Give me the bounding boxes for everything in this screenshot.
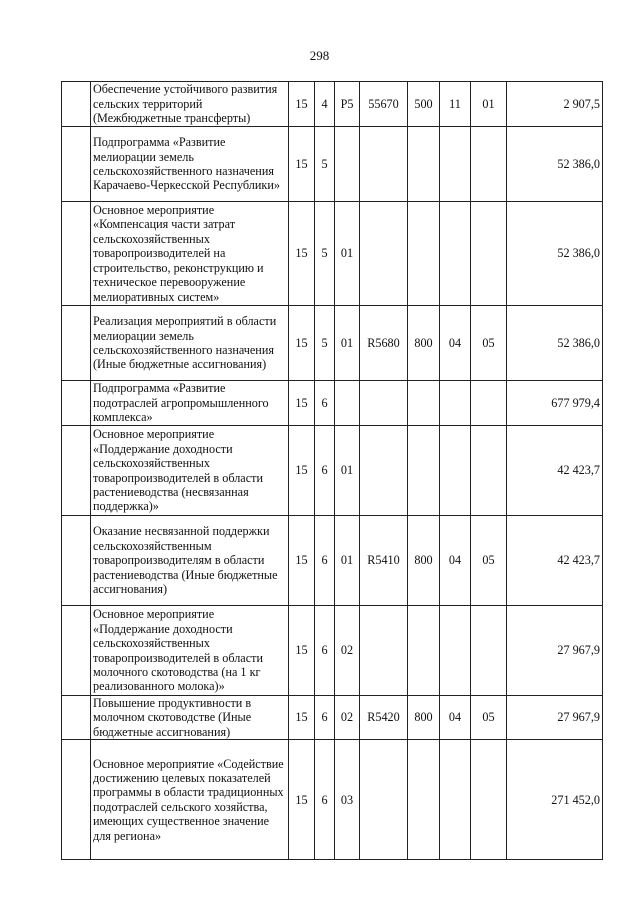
table-row bbox=[62, 306, 603, 381]
cell-section: 04 bbox=[440, 696, 471, 740]
cell-expense-type bbox=[408, 381, 440, 426]
cell-number bbox=[62, 127, 91, 202]
cell-ministry-code: 15 bbox=[289, 740, 315, 860]
cell-activity-code: 01 bbox=[335, 426, 360, 516]
cell-ministry-code: 15 bbox=[289, 381, 315, 426]
cell-ministry-code: 15 bbox=[289, 696, 315, 740]
cell-expense-type bbox=[408, 202, 440, 306]
cell-subsection: 05 bbox=[471, 696, 507, 740]
cell-ministry-code: 15 bbox=[289, 202, 315, 306]
cell-amount: 42 423,7 bbox=[507, 426, 603, 516]
cell-direction-code bbox=[360, 426, 408, 516]
cell-subprogram-code: 5 bbox=[315, 202, 335, 306]
cell-name: Основное мероприятие «Поддержание доходности сельскохозяйственных товаропроизводителей в области молочного скотоводства (на 1 кг реализованного молока)» bbox=[91, 606, 289, 696]
budget-table bbox=[61, 81, 603, 860]
cell-activity-code: 02 bbox=[335, 606, 360, 696]
cell-number bbox=[62, 381, 91, 426]
cell-section bbox=[440, 606, 471, 696]
cell-name: Реализация мероприятий в области мелиорации земель сельскохозяйственного назначения (Иные бюджетные ассигнования) bbox=[91, 306, 289, 381]
cell-direction-code bbox=[360, 127, 408, 202]
cell-number bbox=[62, 426, 91, 516]
cell-number bbox=[62, 516, 91, 606]
cell-subprogram-code: 4 bbox=[315, 82, 335, 127]
cell-expense-type: 800 bbox=[408, 516, 440, 606]
cell-ministry-code: 15 bbox=[289, 82, 315, 127]
cell-ministry-code: 15 bbox=[289, 516, 315, 606]
cell-activity-code: 01 bbox=[335, 306, 360, 381]
cell-name: Основное мероприятие «Содействие достижению целевых показателей программы в области традиционных подотраслей сельского хозяйства, имеющих существенное значение для региона» bbox=[91, 740, 289, 860]
cell-activity-code: 01 bbox=[335, 516, 360, 606]
cell-section: 04 bbox=[440, 306, 471, 381]
cell-name: Обеспечение устойчивого развития сельских территорий (Межбюджетные трансферты) bbox=[91, 82, 289, 127]
cell-name: Оказание несвязанной поддержки сельскохозяйственным товаропроизводителям в области растениеводства (Иные бюджетные ассигнования) bbox=[91, 516, 289, 606]
cell-amount: 42 423,7 bbox=[507, 516, 603, 606]
cell-subsection bbox=[471, 381, 507, 426]
cell-activity-code: 02 bbox=[335, 696, 360, 740]
cell-subprogram-code: 6 bbox=[315, 606, 335, 696]
cell-ministry-code: 15 bbox=[289, 606, 315, 696]
cell-amount: 271 452,0 bbox=[507, 740, 603, 860]
cell-ministry-code: 15 bbox=[289, 426, 315, 516]
table-row bbox=[62, 426, 603, 516]
cell-direction-code: R5410 bbox=[360, 516, 408, 606]
cell-direction-code: R5420 bbox=[360, 696, 408, 740]
cell-section bbox=[440, 740, 471, 860]
cell-direction-code bbox=[360, 381, 408, 426]
cell-expense-type bbox=[408, 426, 440, 516]
cell-activity-code: 01 bbox=[335, 202, 360, 306]
cell-subsection bbox=[471, 202, 507, 306]
cell-expense-type: 500 bbox=[408, 82, 440, 127]
cell-activity-code bbox=[335, 127, 360, 202]
cell-section bbox=[440, 202, 471, 306]
cell-subprogram-code: 6 bbox=[315, 426, 335, 516]
cell-name: Основное мероприятие «Компенсация части затрат сельскохозяйственных товаропроизводителей на строительство, реконструкцию и техническое перевооружение мелиоративных систем» bbox=[91, 202, 289, 306]
cell-number bbox=[62, 82, 91, 127]
cell-number bbox=[62, 696, 91, 740]
cell-amount: 2 907,5 bbox=[507, 82, 603, 127]
cell-subsection: 05 bbox=[471, 306, 507, 381]
table-row bbox=[62, 127, 603, 202]
cell-number bbox=[62, 740, 91, 860]
page-number: 298 bbox=[309, 48, 330, 63]
cell-name: Подпрограмма «Развитие мелиорации земель сельскохозяйственного назначения Карачаево-Черкесской Республики» bbox=[91, 127, 289, 202]
cell-name: Повышение продуктивности в молочном скотоводстве (Иные бюджетные ассигнования) bbox=[91, 696, 289, 740]
table-row bbox=[62, 606, 603, 696]
cell-expense-type bbox=[408, 127, 440, 202]
cell-direction-code bbox=[360, 202, 408, 306]
cell-number bbox=[62, 202, 91, 306]
cell-section bbox=[440, 381, 471, 426]
cell-subprogram-code: 6 bbox=[315, 696, 335, 740]
cell-expense-type: 800 bbox=[408, 696, 440, 740]
cell-subprogram-code: 5 bbox=[315, 306, 335, 381]
cell-activity-code bbox=[335, 381, 360, 426]
cell-number bbox=[62, 306, 91, 381]
cell-subsection: 05 bbox=[471, 516, 507, 606]
cell-subprogram-code: 6 bbox=[315, 740, 335, 860]
cell-section bbox=[440, 127, 471, 202]
cell-expense-type: 800 bbox=[408, 306, 440, 381]
cell-amount: 677 979,4 bbox=[507, 381, 603, 426]
cell-direction-code: R5680 bbox=[360, 306, 408, 381]
cell-subsection: 01 bbox=[471, 82, 507, 127]
cell-amount: 52 386,0 bbox=[507, 127, 603, 202]
cell-amount: 27 967,9 bbox=[507, 696, 603, 740]
cell-direction-code bbox=[360, 606, 408, 696]
cell-amount: 52 386,0 bbox=[507, 306, 603, 381]
cell-subsection bbox=[471, 426, 507, 516]
cell-expense-type bbox=[408, 606, 440, 696]
cell-section bbox=[440, 426, 471, 516]
cell-direction-code bbox=[360, 740, 408, 860]
cell-section: 11 bbox=[440, 82, 471, 127]
cell-subsection bbox=[471, 606, 507, 696]
cell-ministry-code: 15 bbox=[289, 127, 315, 202]
table-row bbox=[62, 696, 603, 740]
table-row bbox=[62, 516, 603, 606]
cell-activity-code: 03 bbox=[335, 740, 360, 860]
cell-ministry-code: 15 bbox=[289, 306, 315, 381]
cell-section: 04 bbox=[440, 516, 471, 606]
cell-subprogram-code: 6 bbox=[315, 516, 335, 606]
cell-name: Основное мероприятие «Поддержание доходности сельскохозяйственных товаропроизводителей в области растениеводства (несвязанная поддержка)» bbox=[91, 426, 289, 516]
table-row bbox=[62, 740, 603, 860]
cell-subprogram-code: 5 bbox=[315, 127, 335, 202]
cell-number bbox=[62, 606, 91, 696]
cell-activity-code: Р5 bbox=[335, 82, 360, 127]
cell-subsection bbox=[471, 127, 507, 202]
table-row bbox=[62, 381, 603, 426]
table-row bbox=[62, 202, 603, 306]
cell-name: Подпрограмма «Развитие подотраслей агропромышленного комплекса» bbox=[91, 381, 289, 426]
cell-amount: 27 967,9 bbox=[507, 606, 603, 696]
cell-expense-type bbox=[408, 740, 440, 860]
cell-amount: 52 386,0 bbox=[507, 202, 603, 306]
cell-subsection bbox=[471, 740, 507, 860]
cell-subprogram-code: 6 bbox=[315, 381, 335, 426]
cell-direction-code: 55670 bbox=[360, 82, 408, 127]
table-row bbox=[62, 82, 603, 127]
